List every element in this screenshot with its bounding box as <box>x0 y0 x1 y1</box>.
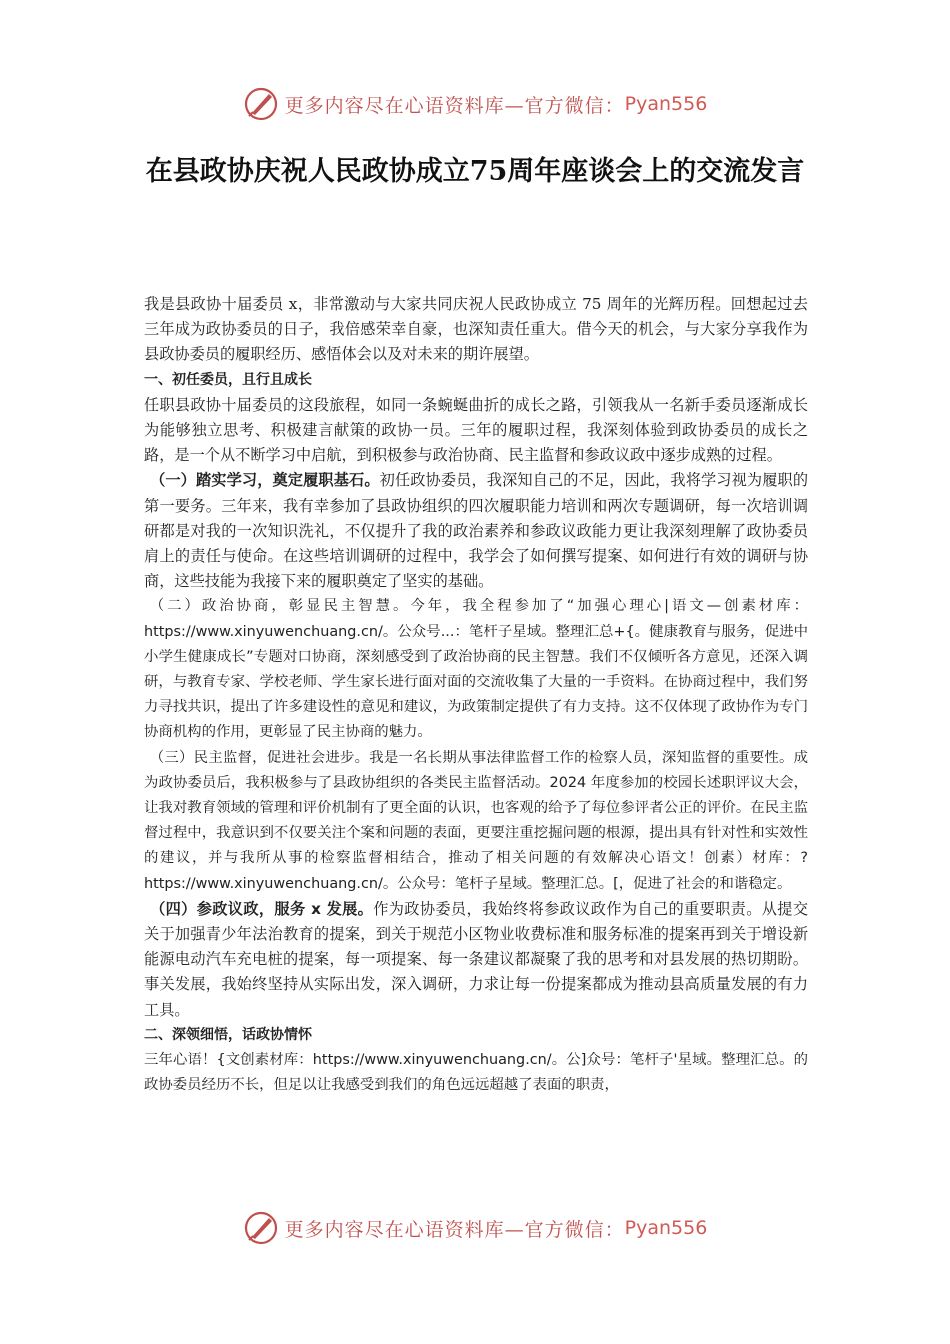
watermark-wechat-id: Pyan556 <box>624 93 708 115</box>
watermark-banner-bottom <box>0 1206 950 1250</box>
quill-pen-icon <box>243 86 279 122</box>
watermark-wechat-id: Pyan556 <box>624 1217 708 1239</box>
watermark-text: 更多内容尽在心语资料库—官方微信： <box>284 94 625 117</box>
section-1-paragraph: 任职县政协十届委员的这段旅程，如同一条蜿蜒曲折的成长之路，引领我从一名新手委员逐渐成长为能够独立思考、积极建言献策的政协一员。三年的履职过程，我深刻体验到政协委员的成长之路，是一个从不断学习中启航，到积极参与政治协商、民主监督和参政议政中逐步成熟的过程。 <box>144 395 808 465</box>
subsection-4 <box>144 897 808 1023</box>
subsection-3: （三）民主监督，促进社会进步。我是一名长期从事法律监督工作的检察人员，深知监督的重要性。成为政协委员后，我积极参与了县政协组织的各类民主监督活动。2024 年度参加的校园长述职评议大会，让我对教育领域的管理和评价机制有了更全面的认识，也客观的给予了每位参评者公正的评价。在民主监督过程中，我意识到不仅要关注个案和问题的表面，更要注重挖掘问题的根源，提出具有针对性和实效性的建议，并与我所从事的检察监督相结合，推动了相关问题的有效解决心语文！创素）材库：?https://www.xinyuwenchuang.cn/。公众号：笔杆子星域。整理汇总。[，促进了社会的和谐稳定。 <box>144 749 808 892</box>
subsection-1-title: （一）踏实学习，奠定履职基石。 <box>150 471 380 490</box>
section-2-paragraph: 三年心语！{文创素材库：https://www.xinyuwenchuang.cn/。公]众号：笔杆子'星域。整理汇总。的政协委员经历不长，但足以让我感受到我们的角色远远超越了表面的职责， <box>144 1052 808 1094</box>
document-title: 在县政协庆祝人民政协成立75周年座谈会上的交流发言 <box>145 156 805 187</box>
document-body <box>144 292 808 1099</box>
subsection-4-title: （四）参政议政，服务 x 发展。 <box>150 899 374 918</box>
subsection-1-body: 初任政协委员，我深知自己的不足，因此，我将学习视为履职的第一要务。三年来，我有幸参加了县政协组织的四次履职能力培训和两次专题调研，每一次培训调研都是对我的一次知识洗礼，不仅提升了我的政治素养和参政议政能力更让我深刻理解了政协委员肩上的责任与使命。在这些培训调研的过程中，我学会了如何撰写提案、如何进行有效的调研与协商，这些技能为我接下来的履职奠定了坚实的基础。 <box>144 471 809 591</box>
section-heading-1: 一、初任委员，且行且成长 <box>144 371 312 388</box>
intro-paragraph: 我是县政协十届委员 x，非常激动与大家共同庆祝人民政协成立 75 周年的光辉历程。回想起过去三年成为政协委员的日子，我倍感荣幸自豪，也深知责任重大。借今天的机会，与大家分享我作为县政协委员的履职经历、感悟体会以及对未来的期许展望。 <box>144 295 808 364</box>
subsection-4-body: 作为政协委员，我始终将参政议政作为自己的重要职责。从提交关于加强青少年法治教育的提案，到关于规范小区物业收费标准和服务标准的提案再到关于增设新能源电动汽车充电桩的提案，每一项提案、每一条建议都凝聚了我的思考和对县发展的热切期盼。事关发展，我始终坚持从实际出发，深入调研，力求让每一份提案都成为推动县高质量发展的有力工具。 <box>144 899 809 1019</box>
section-heading-2: 二、深领细悟，话政协情怀 <box>144 1026 312 1043</box>
watermark-text: 更多内容尽在心语资料库—官方微信： <box>284 1218 625 1241</box>
subsection-2: （二）政治协商，彰显民主智慧。今年，我全程参加了“加强心理心|语文—创素材库：https://www.xinyuwenchuang.cn/。公众号...：笔杆子星域。整理汇总+{。健康教育与服务，促进中小学生健康成长”专题对口协商，深刻感受到了政治协商的民主智慧。我们不仅倾听各方意见，还深入调研，与教育专家、学校老师、学生家长进行面对面的交流收集了大量的一手资料。在协商过程中，我们努力寻找共识，提出了许多建设性的意见和建议，为政策制定提供了有力支持。这不仅体现了政协作为专门协商机构的作用，更彰显了民主协商的魅力。 <box>144 598 808 741</box>
subsection-1 <box>144 468 808 594</box>
quill-pen-icon <box>243 1210 279 1246</box>
watermark-banner-top <box>0 82 950 126</box>
